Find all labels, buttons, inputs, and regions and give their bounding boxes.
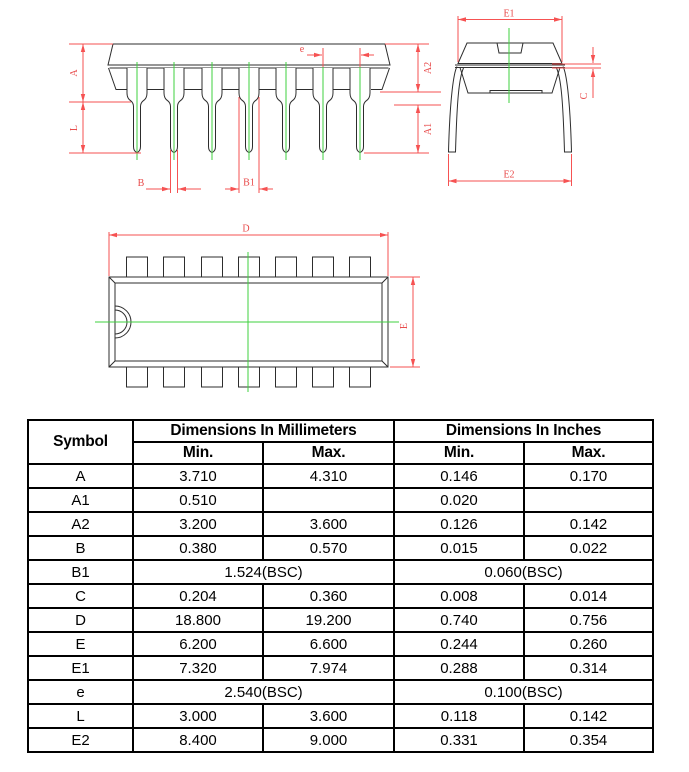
mm-max-cell: 19.200: [263, 608, 394, 632]
mm-max-cell: 4.310: [263, 464, 394, 488]
mm-min-cell: 18.800: [133, 608, 263, 632]
symbol-cell: B1: [28, 560, 133, 584]
mm-max-cell: 7.974: [263, 656, 394, 680]
in-min-cell: 0.146: [394, 464, 524, 488]
table-row: [28, 608, 653, 632]
mm-max-cell: 3.600: [263, 704, 394, 728]
in-min-cell: 0.015: [394, 536, 524, 560]
side-view: [69, 44, 441, 193]
mm-min-cell: 0.380: [133, 536, 263, 560]
in-max-cell: 0.314: [524, 656, 653, 680]
mm-max-cell: 0.360: [263, 584, 394, 608]
dim-label-l: L: [69, 124, 80, 132]
symbol-cell: C: [28, 584, 133, 608]
end-view: [449, 9, 602, 187]
mm-min-header: Min.: [133, 442, 263, 464]
symbol-cell: A: [28, 464, 133, 488]
dim-label-a2: A2: [423, 61, 434, 75]
table-row: [28, 632, 653, 656]
in-max-cell: 0.142: [524, 512, 653, 536]
symbol-cell: A1: [28, 488, 133, 512]
table-row: [28, 584, 653, 608]
dim-label-e: e: [299, 44, 305, 55]
dim-label-a1: A1: [423, 122, 434, 136]
dim-label-d: D: [242, 223, 250, 235]
mm-min-cell: 3.200: [133, 512, 263, 536]
inches-header: Dimensions In Inches: [394, 420, 653, 442]
in-span-cell: 0.100(BSC): [394, 680, 653, 704]
table-row: [28, 512, 653, 536]
in-span-cell: 0.060(BSC): [394, 560, 653, 584]
mm-max-cell: 0.570: [263, 536, 394, 560]
mm-min-cell: 6.200: [133, 632, 263, 656]
mm-min-cell: 0.204: [133, 584, 263, 608]
mm-min-cell: 3.000: [133, 704, 263, 728]
table-row: [28, 464, 653, 488]
table-row: [28, 536, 653, 560]
in-min-cell: 0.008: [394, 584, 524, 608]
mm-max-header: Max.: [263, 442, 394, 464]
table-row: [28, 704, 653, 728]
mm-max-cell: [263, 488, 394, 512]
symbol-cell: A2: [28, 512, 133, 536]
symbol-cell: D: [28, 608, 133, 632]
in-min-header: Min.: [394, 442, 524, 464]
in-max-header: Max.: [524, 442, 653, 464]
mm-max-cell: 9.000: [263, 728, 394, 752]
package-dimensions-table: [27, 419, 654, 753]
dim-label-b: B: [137, 178, 145, 189]
dim-label-e-body: E: [399, 322, 410, 330]
mm-header: Dimensions In Millimeters: [133, 420, 394, 442]
dim-label-c: C: [579, 92, 590, 100]
table-row: [28, 488, 653, 512]
symbol-cell: L: [28, 704, 133, 728]
in-min-cell: 0.244: [394, 632, 524, 656]
mm-min-cell: 0.510: [133, 488, 263, 512]
table-row: [28, 560, 653, 584]
mm-min-cell: 7.320: [133, 656, 263, 680]
mm-span-cell: 2.540(BSC): [133, 680, 394, 704]
table-header-row: [28, 420, 653, 442]
in-min-cell: 0.740: [394, 608, 524, 632]
table-row: [28, 680, 653, 704]
top-view: [95, 224, 420, 393]
in-min-cell: 0.020: [394, 488, 524, 512]
table-row: [28, 728, 653, 752]
in-max-cell: 0.014: [524, 584, 653, 608]
in-max-cell: 0.260: [524, 632, 653, 656]
in-max-cell: 0.022: [524, 536, 653, 560]
symbol-cell: E2: [28, 728, 133, 752]
mm-span-cell: 1.524(BSC): [133, 560, 394, 584]
in-max-cell: 0.142: [524, 704, 653, 728]
mm-min-cell: 3.710: [133, 464, 263, 488]
symbol-cell: E1: [28, 656, 133, 680]
dim-label-a: A: [69, 69, 80, 77]
symbol-header: Symbol: [28, 420, 133, 464]
symbol-cell: e: [28, 680, 133, 704]
dim-label-e1: E1: [503, 8, 515, 20]
in-max-cell: [524, 488, 653, 512]
in-min-cell: 0.118: [394, 704, 524, 728]
mm-max-cell: 6.600: [263, 632, 394, 656]
dim-label-b1: B1: [243, 177, 255, 189]
symbol-cell: B: [28, 536, 133, 560]
in-min-cell: 0.331: [394, 728, 524, 752]
symbol-cell: E: [28, 632, 133, 656]
dim-label-e2: E2: [503, 169, 515, 181]
in-min-cell: 0.126: [394, 512, 524, 536]
in-max-cell: 0.354: [524, 728, 653, 752]
mm-max-cell: 3.600: [263, 512, 394, 536]
in-max-cell: 0.756: [524, 608, 653, 632]
in-max-cell: 0.170: [524, 464, 653, 488]
table-row: [28, 656, 653, 680]
mm-min-cell: 8.400: [133, 728, 263, 752]
in-min-cell: 0.288: [394, 656, 524, 680]
